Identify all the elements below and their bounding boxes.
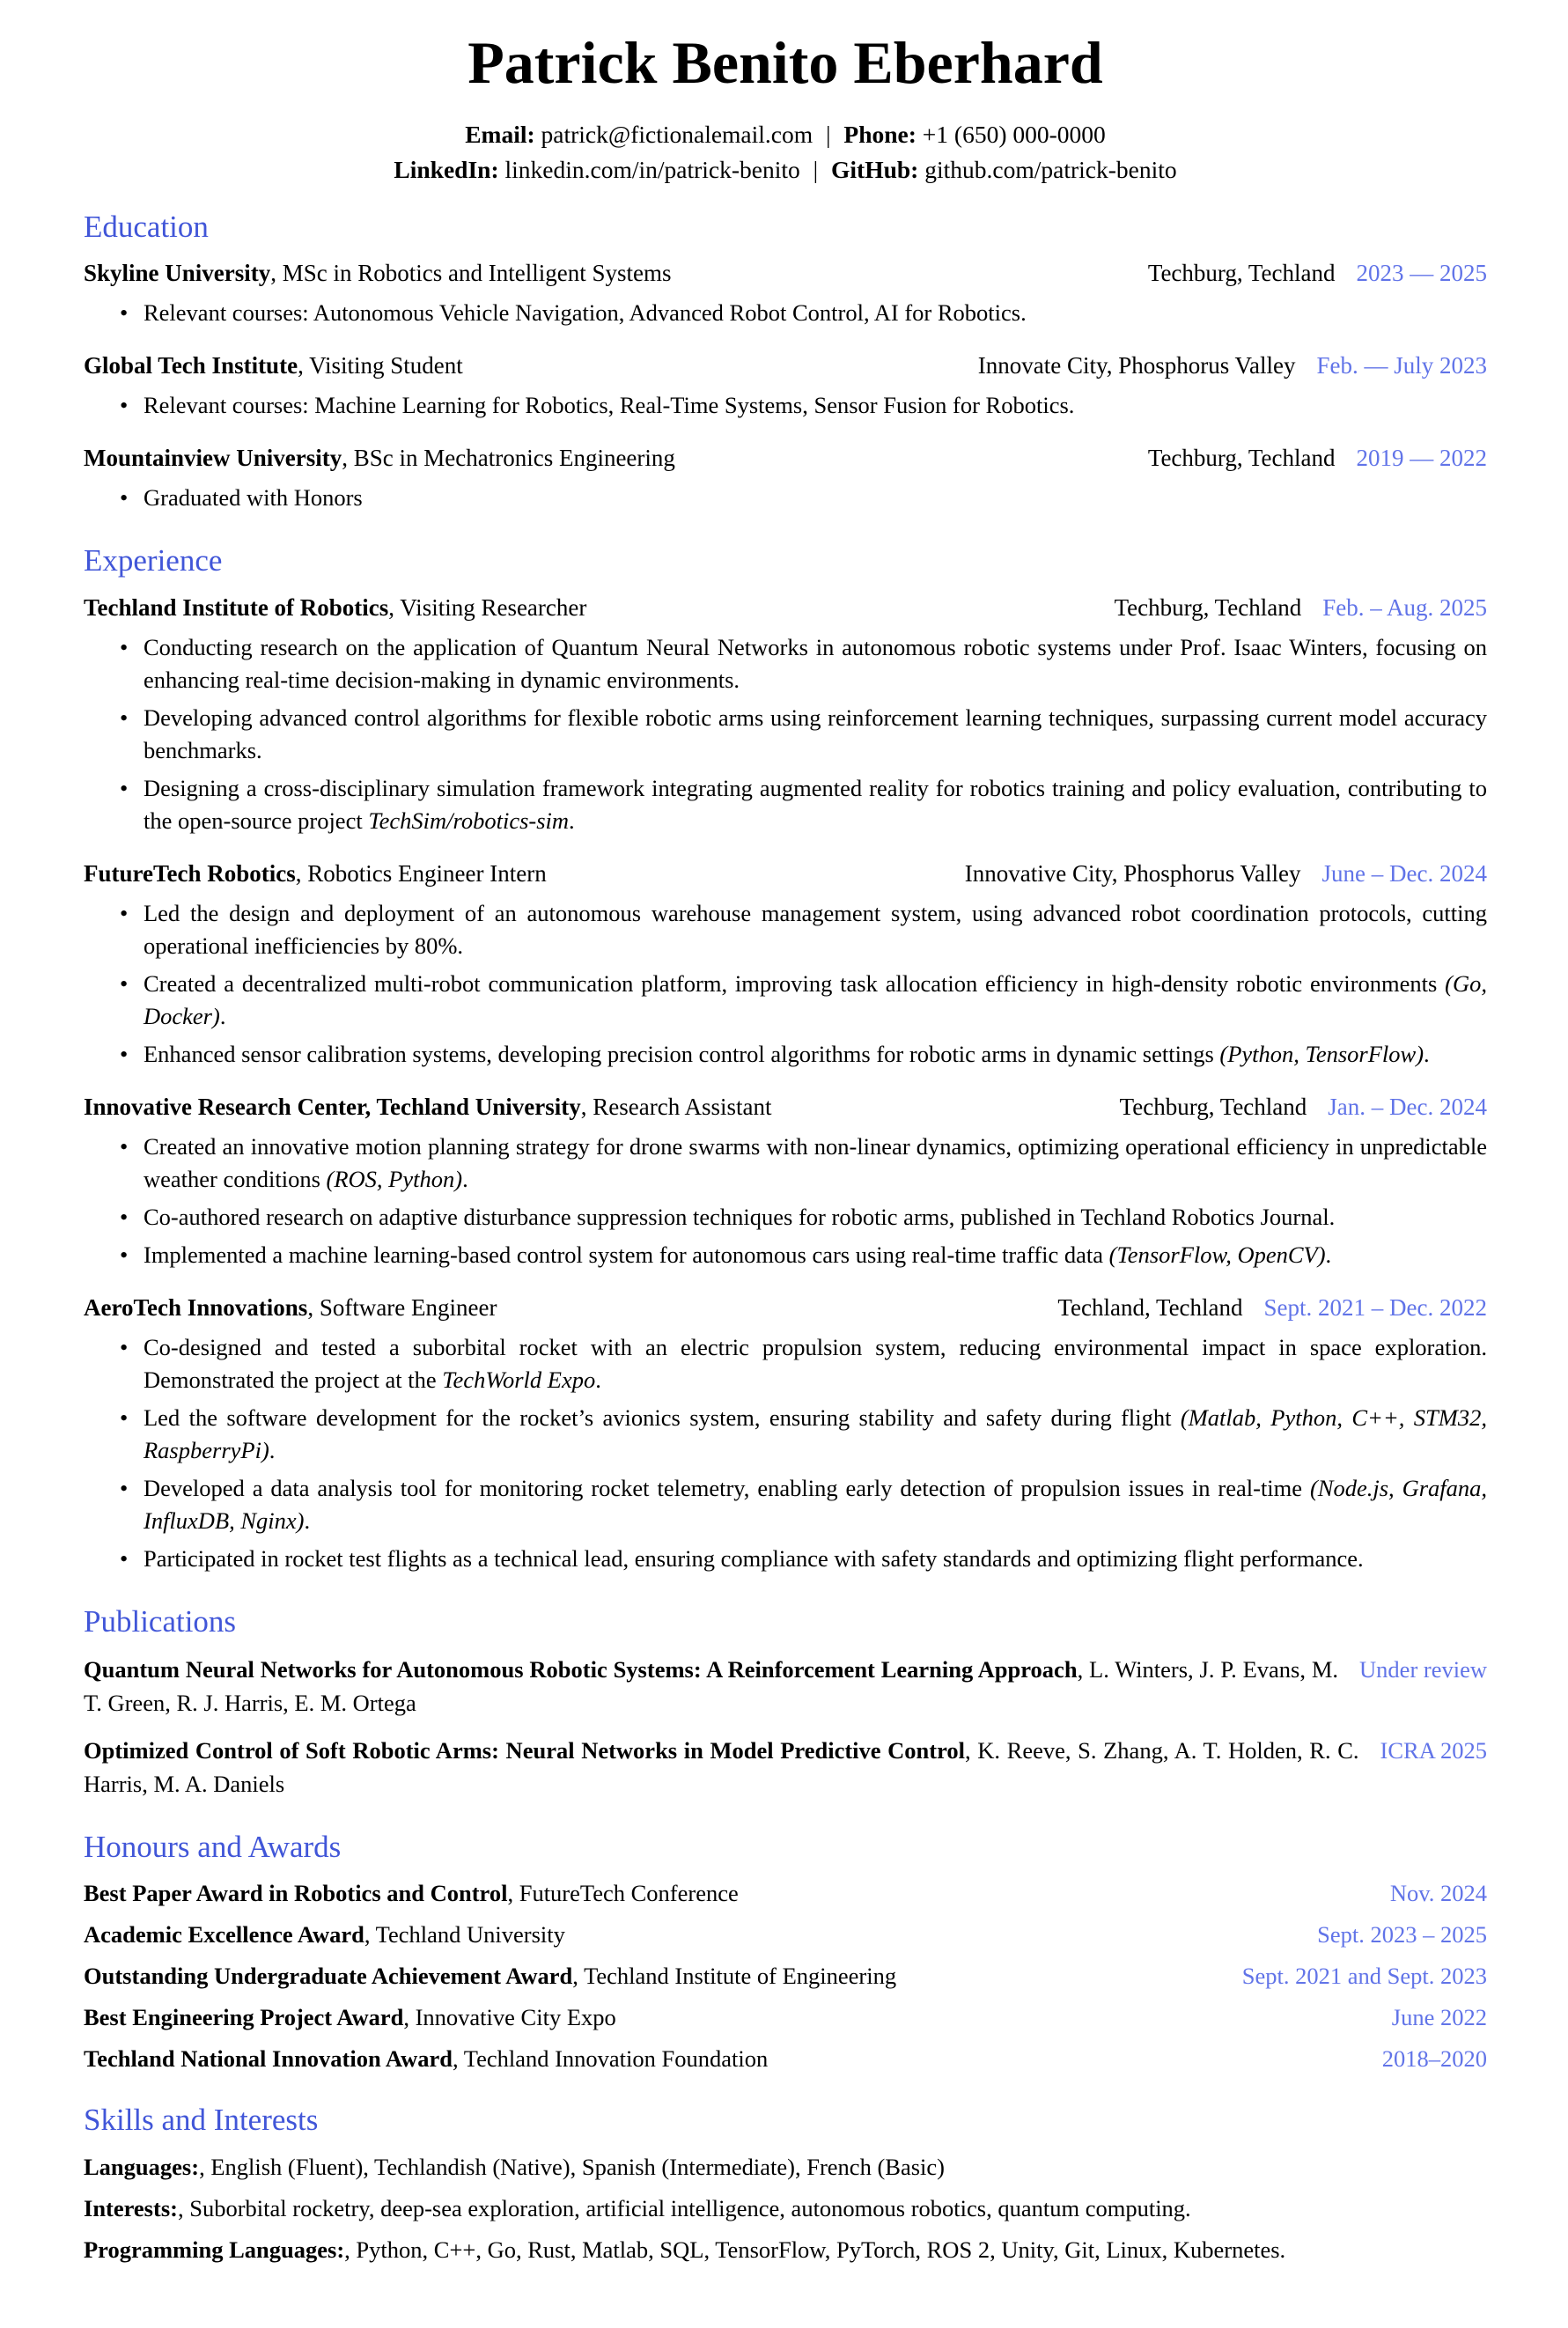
- dates: Feb. — July 2023: [1316, 352, 1487, 379]
- section-title-publications: Publications: [84, 1603, 237, 1639]
- education-entry-header: [84, 350, 1487, 380]
- award-org: , Techland Innovation Foundation: [452, 2044, 769, 2072]
- section-skills: [84, 2103, 1487, 2267]
- employer-and-role: [84, 1092, 771, 1122]
- phone-value: +1 (650) 000-0000: [922, 120, 1106, 148]
- section-experience: [84, 544, 1487, 1575]
- education-entry: [84, 258, 1487, 329]
- location-and-dates: [1057, 1293, 1487, 1322]
- employer-name: AeroTech Innovations: [84, 1293, 308, 1321]
- education-entry-header: [84, 443, 1487, 473]
- contact-line-email-phone: [84, 117, 1487, 152]
- location-and-dates: [1148, 258, 1487, 288]
- degree: , BSc in Mechatronics Engineering: [342, 445, 675, 472]
- dates: Feb. – Aug. 2025: [1322, 593, 1487, 621]
- experience-bullets: [84, 1331, 1487, 1575]
- location-and-dates: [1120, 1092, 1487, 1122]
- experience-entry-header: [84, 1293, 1487, 1322]
- award-row: [84, 2003, 1487, 2032]
- skills-interests: [84, 2192, 1487, 2225]
- publication-authors: , L. Winters, J. P. Evans, M. T. Green, R. J. Harris, E. M. Ortega: [84, 1656, 1339, 1717]
- role: , Robotics Engineer Intern: [295, 859, 547, 887]
- award-date: Sept. 2023 – 2025: [1317, 1920, 1487, 1948]
- dates: June – Dec. 2024: [1321, 859, 1487, 887]
- award-row: [84, 1920, 1487, 1949]
- experience-entry: [84, 1293, 1487, 1575]
- bullet: • Graduated with Honors: [144, 482, 1487, 514]
- bullet: • Developed a data analysis tool for monitoring rocket telemetry, enabling early detection of propulsion issues in real-time (Node.js, Grafana, InfluxDB, Nginx).: [144, 1472, 1487, 1537]
- award-name: Outstanding Undergraduate Achievement Award: [84, 1962, 573, 1989]
- bullet: • Enhanced sensor calibration systems, developing precision control algorithms for robotic arms in dynamic settings (Python, TensorFlow).: [144, 1038, 1487, 1071]
- location: Innovate City, Phosphorus Valley: [977, 352, 1296, 379]
- section-title-awards: Honours and Awards: [84, 1830, 342, 1865]
- award-date: 2018–2020: [1381, 2044, 1487, 2072]
- location: Techburg, Techland: [1147, 260, 1336, 287]
- bullet: • Led the design and deployment of an autonomous warehouse management system, using advanced robot coordination protocols, cutting operational inefficiencies by 80%.: [144, 897, 1487, 962]
- award-row: [84, 1879, 1487, 1908]
- bullet: • Led the software development for the rocket’s avionics system, ensuring stability and safety during flight (Matlab, Python, C++, STM32, RaspberryPi).: [144, 1402, 1487, 1467]
- bullet: • Created a decentralized multi-robot communication platform, improving task allocation efficiency in high-density robotic environments (Go, Docker).: [144, 968, 1487, 1033]
- employer-and-role: [84, 593, 586, 623]
- dates: Jan. – Dec. 2024: [1328, 1093, 1487, 1120]
- bullet: • Implemented a machine learning-based control system for autonomous cars using real-time traffic data (TensorFlow, OpenCV).: [144, 1239, 1487, 1271]
- skills-programming-languages: [84, 2234, 1487, 2266]
- skills-languages: [84, 2151, 1487, 2184]
- experience-entry: [84, 858, 1487, 1071]
- award-org: , Techland University: [364, 1920, 565, 1948]
- award-name: Best Engineering Project Award: [84, 2003, 404, 2030]
- dates: 2023 — 2025: [1356, 260, 1487, 287]
- award-name: Techland National Innovation Award: [84, 2044, 453, 2072]
- education-bullets: [84, 482, 1487, 514]
- publication-entry: [84, 1734, 1487, 1801]
- github-label: GitHub:: [831, 155, 919, 183]
- award-name: Best Paper Award in Robotics and Control: [84, 1879, 508, 1906]
- email-value[interactable]: patrick@fictionalemail.com: [541, 120, 813, 148]
- award-date: Nov. 2024: [1389, 1879, 1487, 1906]
- publication-authors: , K. Reeve, S. Zhang, A. T. Holden, R. C. Harris, M. A. Daniels: [84, 1737, 1359, 1798]
- github-value[interactable]: github.com/patrick-benito: [924, 155, 1177, 183]
- education-entry-header: [84, 258, 1487, 288]
- location-and-dates: [1115, 593, 1487, 623]
- award-title: [84, 2003, 616, 2032]
- section-title-experience: Experience: [84, 543, 223, 578]
- location: Techburg, Techland: [1114, 593, 1302, 621]
- bullet: • Conducting research on the application of Quantum Neural Networks in autonomous robotic systems under Prof. Isaac Winters, focusing on enhancing real-time decision-making in dynamic environments.: [144, 631, 1487, 696]
- award-title: [84, 1879, 739, 1908]
- award-title: [84, 1920, 565, 1949]
- school-and-degree: [84, 443, 675, 473]
- dates: 2019 — 2022: [1356, 445, 1487, 472]
- experience-bullets: [84, 631, 1487, 837]
- dates: Sept. 2021 – Dec. 2022: [1263, 1293, 1487, 1321]
- experience-bullets: [84, 897, 1487, 1071]
- award-title: [84, 1962, 896, 1991]
- bullet: • Relevant courses: Autonomous Vehicle Navigation, Advanced Robot Control, AI for Robotics.: [144, 297, 1487, 329]
- publication-title: Quantum Neural Networks for Autonomous Robotic Systems: A Reinforcement Learning Approach: [84, 1656, 1078, 1683]
- skills-label: Programming Languages:: [84, 2236, 345, 2264]
- award-org: , FutureTech Conference: [507, 1879, 739, 1906]
- education-bullets: [84, 389, 1487, 422]
- skills-text: , English (Fluent), Techlandish (Native), Spanish (Intermediate), French (Basic): [199, 2154, 945, 2181]
- award-org: , Techland Institute of Engineering: [572, 1962, 897, 1989]
- publication-status: Under review: [1359, 1656, 1487, 1683]
- award-date: Sept. 2021 and Sept. 2023: [1241, 1962, 1487, 1989]
- bullet: • Co-authored research on adaptive disturbance suppression techniques for robotic arms, published in Techland Robotics Journal.: [144, 1201, 1487, 1234]
- section-awards: [84, 1831, 1487, 2074]
- experience-entry-header: [84, 593, 1487, 623]
- section-publications: [84, 1605, 1487, 1801]
- role: , Visiting Researcher: [388, 593, 587, 621]
- experience-entry: [84, 593, 1487, 837]
- publication-status: ICRA 2025: [1380, 1737, 1487, 1764]
- publication-title: Optimized Control of Soft Robotic Arms: Neural Networks in Model Predictive Control: [84, 1737, 966, 1764]
- employer-and-role: [84, 858, 547, 888]
- skills-label: Languages:: [84, 2154, 200, 2181]
- skills-label: Interests:: [84, 2195, 178, 2222]
- school-and-degree: [84, 258, 672, 288]
- school-name: Mountainview University: [84, 445, 342, 472]
- employer-name: Techland Institute of Robotics: [84, 593, 389, 621]
- linkedin-value[interactable]: linkedin.com/in/patrick-benito: [504, 155, 800, 183]
- education-entry: [84, 350, 1487, 422]
- contact-separator: |: [813, 155, 819, 183]
- role: , Research Assistant: [580, 1093, 772, 1120]
- email-label: Email:: [465, 120, 535, 148]
- degree: , MSc in Robotics and Intelligent Systems: [270, 260, 672, 287]
- resume-header: [84, 30, 1487, 188]
- skills-text: , Python, C++, Go, Rust, Matlab, SQL, TensorFlow, PyTorch, ROS 2, Unity, Git, Linux, Kubernetes.: [344, 2236, 1286, 2264]
- bullet: • Co-designed and tested a suborbital rocket with an electric propulsion system, reducing environmental impact in space exploration. Demonstrated the project at the TechWorld Expo.: [144, 1331, 1487, 1396]
- experience-entry: [84, 1092, 1487, 1271]
- employer-name: FutureTech Robotics: [84, 859, 296, 887]
- section-title-education: Education: [84, 209, 209, 244]
- education-bullets: [84, 297, 1487, 329]
- award-row: [84, 1962, 1487, 1991]
- publication-entry: [84, 1653, 1487, 1720]
- section-title-skills: Skills and Interests: [84, 2102, 319, 2137]
- award-row: [84, 2044, 1487, 2074]
- experience-entry-header: [84, 858, 1487, 888]
- experience-bullets: [84, 1131, 1487, 1271]
- location: Innovative City, Phosphorus Valley: [964, 859, 1301, 887]
- bullet: • Developing advanced control algorithms for flexible robotic arms using reinforcement learning techniques, surpassing current model accuracy benchmarks.: [144, 702, 1487, 767]
- bullet: • Participated in rocket test flights as a technical lead, ensuring compliance with safety standards and optimizing flight performance.: [144, 1543, 1487, 1575]
- school-name: Global Tech Institute: [84, 352, 298, 379]
- school-name: Skyline University: [84, 260, 271, 287]
- employer-and-role: [84, 1293, 497, 1322]
- contact-line-linkedin-github: [84, 152, 1487, 188]
- award-org: , Innovative City Expo: [403, 2003, 616, 2030]
- school-and-degree: [84, 350, 463, 380]
- award-name: Academic Excellence Award: [84, 1920, 364, 1948]
- education-entry: [84, 443, 1487, 514]
- person-name: Patrick Benito Eberhard: [467, 29, 1103, 96]
- location: Techburg, Techland: [1119, 1093, 1307, 1120]
- bullet: • Relevant courses: Machine Learning for Robotics, Real-Time Systems, Sensor Fusion for Robotics.: [144, 389, 1487, 422]
- contact-separator: |: [826, 120, 831, 148]
- phone-label: Phone:: [843, 120, 917, 148]
- degree: , Visiting Student: [298, 352, 463, 379]
- employer-name: Innovative Research Center, Techland University: [84, 1093, 581, 1120]
- location-and-dates: [978, 350, 1487, 380]
- location: Techland, Techland: [1057, 1293, 1243, 1321]
- role: , Software Engineer: [307, 1293, 497, 1321]
- award-title: [84, 2044, 768, 2074]
- linkedin-label: LinkedIn:: [394, 155, 499, 183]
- location: Techburg, Techland: [1147, 445, 1336, 472]
- experience-entry-header: [84, 1092, 1487, 1122]
- award-date: June 2022: [1391, 2003, 1487, 2030]
- bullet: • Designing a cross-disciplinary simulation framework integrating augmented reality for robotics training and policy evaluation, contributing to the open-source project TechSim/robotics-sim.: [144, 772, 1487, 837]
- location-and-dates: [965, 858, 1487, 888]
- section-education: [84, 210, 1487, 515]
- bullet: • Created an innovative motion planning strategy for drone swarms with non-linear dynamics, optimizing operational efficiency in unpredictable weather conditions (ROS, Python).: [144, 1131, 1487, 1196]
- location-and-dates: [1148, 443, 1487, 473]
- skills-text: , Suborbital rocketry, deep-sea exploration, artificial intelligence, autonomous robotics, quantum computing.: [177, 2195, 1191, 2222]
